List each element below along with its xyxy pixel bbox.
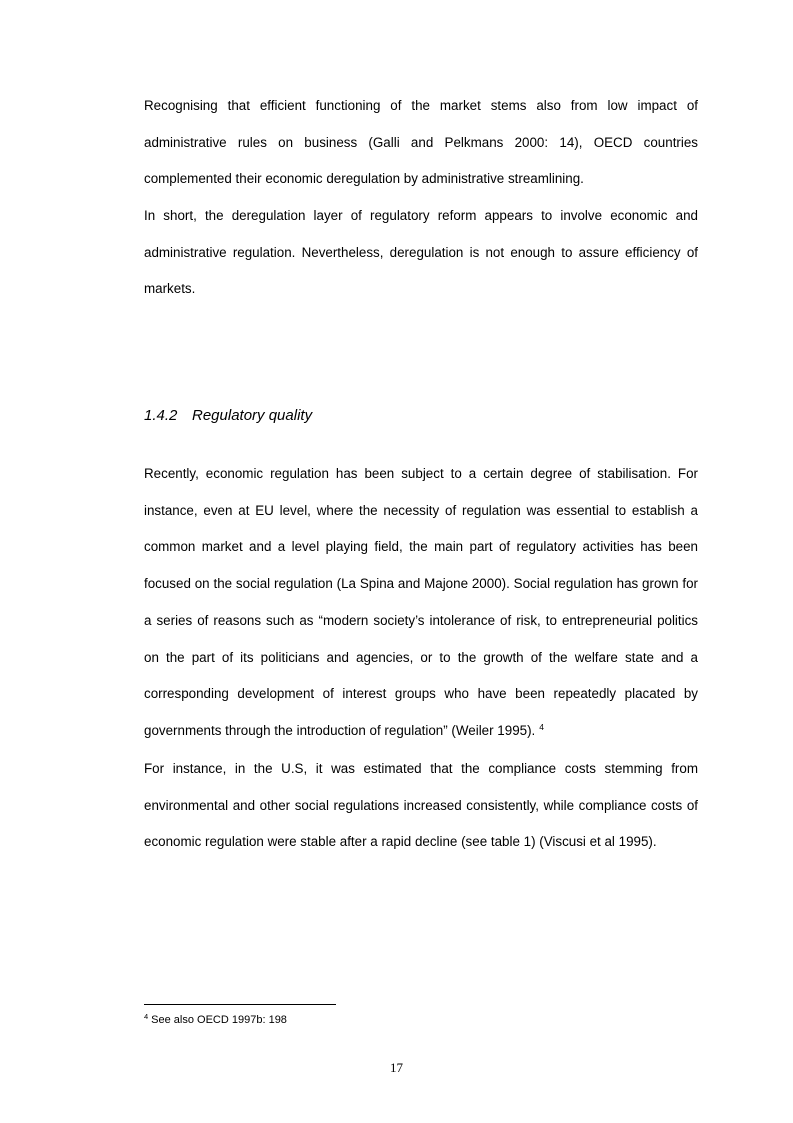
- footnote-marker: 4: [144, 1012, 149, 1021]
- body-paragraph-1: Recognising that efficient functioning of the market stems also from low impact of administrative rules on business (Galli and Pelkmans 2000: 14), OECD countries complemented their economic deregulation by administrative streamlining.: [144, 98, 698, 187]
- body-paragraph-4: For instance, in the U.S, it was estimated that the compliance costs stemming from environmental and other social regulations increased consistently, while compliance costs of economic regulation were stable after a rapid decline (see table 1) (Viscusi et al 1995).: [144, 761, 698, 850]
- body-paragraph-3: [144, 456, 698, 750]
- footnote-text: See also OECD 1997b: 198: [151, 1014, 287, 1026]
- section-number: 1.4.2: [144, 407, 178, 424]
- page-number: 17: [390, 1060, 403, 1075]
- section-heading: [144, 404, 312, 428]
- footnote: [144, 1012, 287, 1028]
- section-title: Regulatory quality: [192, 407, 313, 424]
- footnote-reference: 4: [539, 721, 545, 732]
- body-paragraph-2: In short, the deregulation layer of regulatory reform appears to involve economic and administrative regulation. Nevertheless, deregulation is not enough to assure efficiency of markets.: [144, 208, 698, 297]
- footnote-divider: [144, 1004, 336, 1005]
- body-paragraph-3-text: Recently, economic regulation has been subject to a certain degree of stabilisation. For instance, even at EU level, where the necessity of regulation was essential to establish a common market and a level playing field, the main part of regulatory activities has been focused on the social regulation (La Spina and Majone 2000). Social regulation has grown for a series of reasons such as “modern society’s intolerance of risk, to entrepreneurial politics on the part of its politicians and agencies, or to the growth of the welfare state and a corresponding development of interest groups who have been repeatedly placated by governments through the introduction of regulation” (Weiler 1995).: [144, 466, 698, 738]
